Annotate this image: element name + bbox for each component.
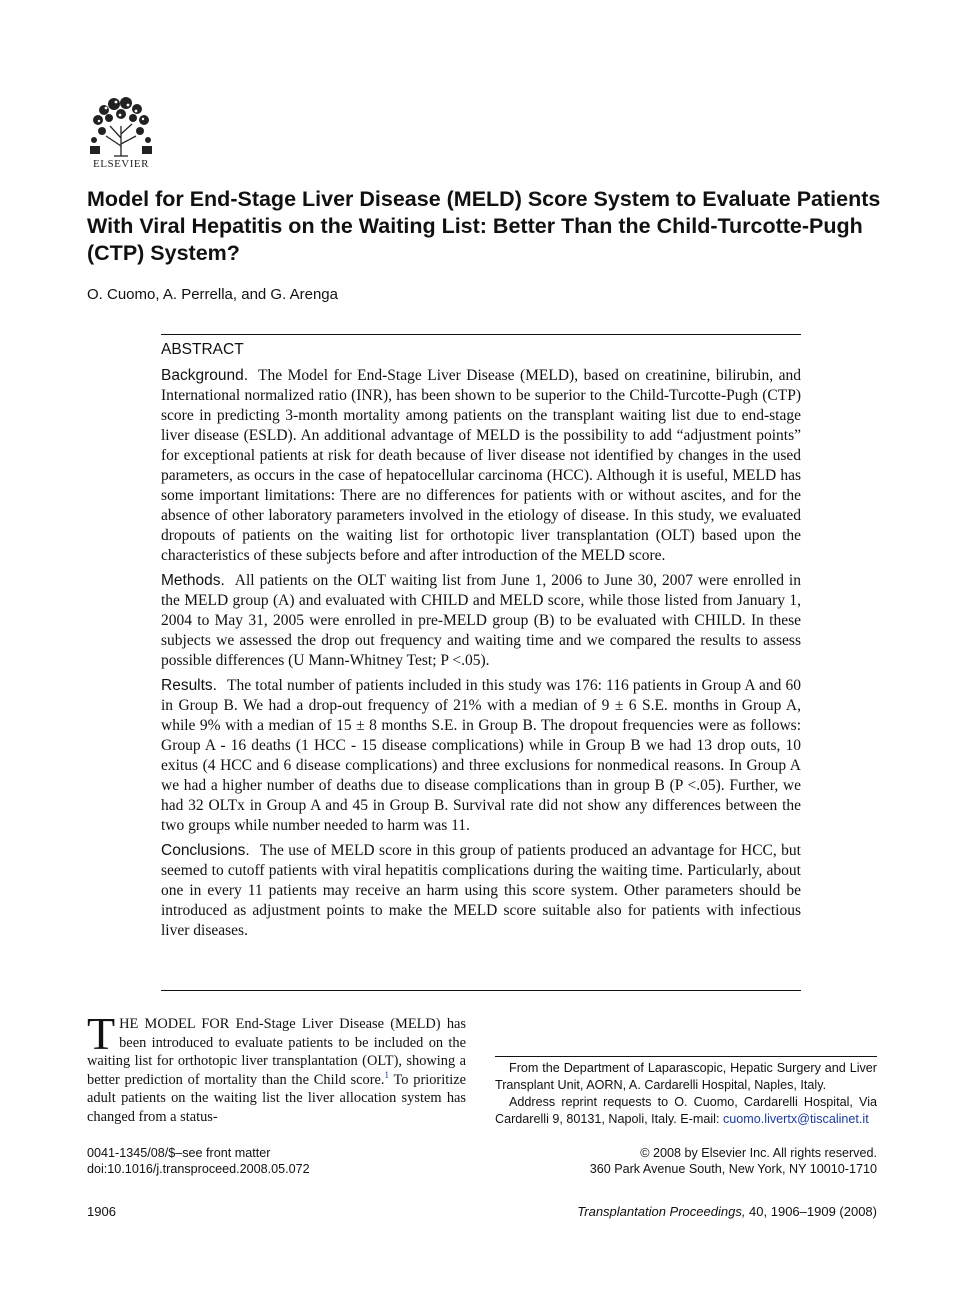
methods-text: All patients on the OLT waiting list from June 1, 2006 to June 30, 2007 were enrolled in the MELD group (A) and evaluated with CHILD and MELD score, while those listed from January 1, 2004 to May 31, 2005 were enrolled in pre-MELD group (B) to be evaluated with CHILD. In these subjects we assessed the drop out frequency and waiting time and we compared the results to assess possible differences (U Mann-Whitney Test; P <.05). [161,572,801,669]
page-number: 1906 [87,1204,116,1219]
methods-label: Methods. [161,572,225,589]
body-paragraph [87,1008,467,1126]
abstract-top-rule [161,334,801,335]
results-label: Results. [161,677,217,694]
affiliation-department: From the Department of Laparascopic, Hepatic Surgery and Liver Transplant Unit, AORN, A. Cardarelli Hospital, Naples, Italy. [495,1061,877,1092]
abstract-heading: ABSTRACT [161,341,244,358]
body-smallcaps: HE MODEL FOR [119,1016,230,1032]
article-authors: O. Cuomo, A. Perrella, and G. Arenga [87,286,338,303]
journal-name: Transplantation Proceedings, [577,1204,746,1219]
abstract-bottom-rule [161,990,801,991]
footer-left [87,1145,310,1177]
email-link[interactable]: cuomo.livertx@tiscalinet.it [722,1112,869,1126]
background-text: The Model for End-Stage Liver Disease (MELD), based on creatinine, bilirubin, and International normalized ratio (INR), has been shown to be superior to the Child-Turcotte-Pugh (CTP) score in predicting 3-month mortality among patients on the transplant waiting list due to end-stage liver disease (ESLD). An additional advantage of MELD is the possibility to add “adjustment points” for exceptional patients at risk for death because of liver disease not identified by changes in the used parameters, as occurs in the case of hepatocellular carcinoma (HCC). Although it is useful, MELD has some important limitations: There are no differences for patients with or without ascites, and for the absence of other laboratory parameters involved in the etiology of disease. In this study, we evaluated dropouts of patients on the waiting list for orthotopic liver transplantation (OLT) based upon the characteristics of these subjects before and after introduction of the MELD score. [161,367,801,564]
logo-wordmark: ELSEVIER [93,158,149,170]
results-text: The total number of patients included in this study was 176: 116 patients in Group A and 60 in Group B. We had a drop-out frequency of 21% with a median of 9 ± 6 S.E. months in Group A, while 9% with a median of 15 ± 8 months S.E. in Group B. The dropout frequencies were as follows: Group A - 16 deaths (1 HCC - 15 disease complications) while in Group B we had 13 drop outs, 10 exitus (4 HCC and 6 disease complications) and three exclusions for nonmedical reasons. In Group A we had a higher number of deaths due to disease complications than in group B (P <.05). Further, we had 32 OLTx in Group A and 45 in Group B. Survival rate did not show any differences between the two groups while number needed to harm was 11. [161,677,801,834]
article-title: Model for End-Stage Liver Disease (MELD) Score System to Evaluate Patients With Viral Hepatitis on the Waiting List: Better Than the Child-Turcotte-Pugh (CTP) System? [87,187,881,265]
body-text-a: End-Stage Liver Disease (MELD) has been introduced to evaluate patients to be included on the waiting list for orthotopic liver transplantation (OLT), showing a better prediction of mortality than the Child score. [87,1016,467,1088]
publisher-logo [84,96,158,176]
conclusions-label: Conclusions. [161,842,250,859]
background-label: Background. [161,367,249,384]
journal-volume: 40, 1906–1909 (2008) [745,1204,877,1219]
issn-line: 0041-1345/08/$–see front matter [87,1146,271,1160]
drop-cap: T [87,1008,116,1059]
affiliation-rule [495,1056,877,1057]
journal-citation [577,1204,877,1219]
conclusions-text: The use of MELD score in this group of patients produced an advantage for HCC, but seemed to cutoff patients with viral hepatitis complications during the waiting time. Particularly, about one in every 11 patients may receive an harm using this score system. Other parameters should be introduced as adjustment points to make the MELD score suitable also for patients with infectious liver diseases. [161,842,801,939]
tree-icon [84,96,158,158]
abstract-background [161,366,801,566]
body-text-b: To prioritize adult patients on the waiting list the liver allocation system has changed from a status- [87,1071,466,1125]
reference-link[interactable]: 1 [384,1069,389,1080]
abstract-results [161,676,801,836]
copyright-line: © 2008 by Elsevier Inc. All rights reserved. [640,1146,877,1160]
affiliation-reprint [495,1094,877,1128]
abstract-methods [161,571,801,671]
affiliation-block [495,1060,877,1128]
publisher-address: 360 Park Avenue South, New York, NY 10010-1710 [589,1162,877,1176]
reprint-text: Address reprint requests to O. Cuomo, Cardarelli Hospital, Via Cardarelli 9, 80131, Napoli, Italy. E-mail: [495,1095,877,1126]
abstract-section [161,340,801,946]
doi-line: doi:10.1016/j.transproceed.2008.05.072 [87,1162,310,1176]
footer-right [590,1145,877,1177]
abstract-conclusions [161,841,801,941]
